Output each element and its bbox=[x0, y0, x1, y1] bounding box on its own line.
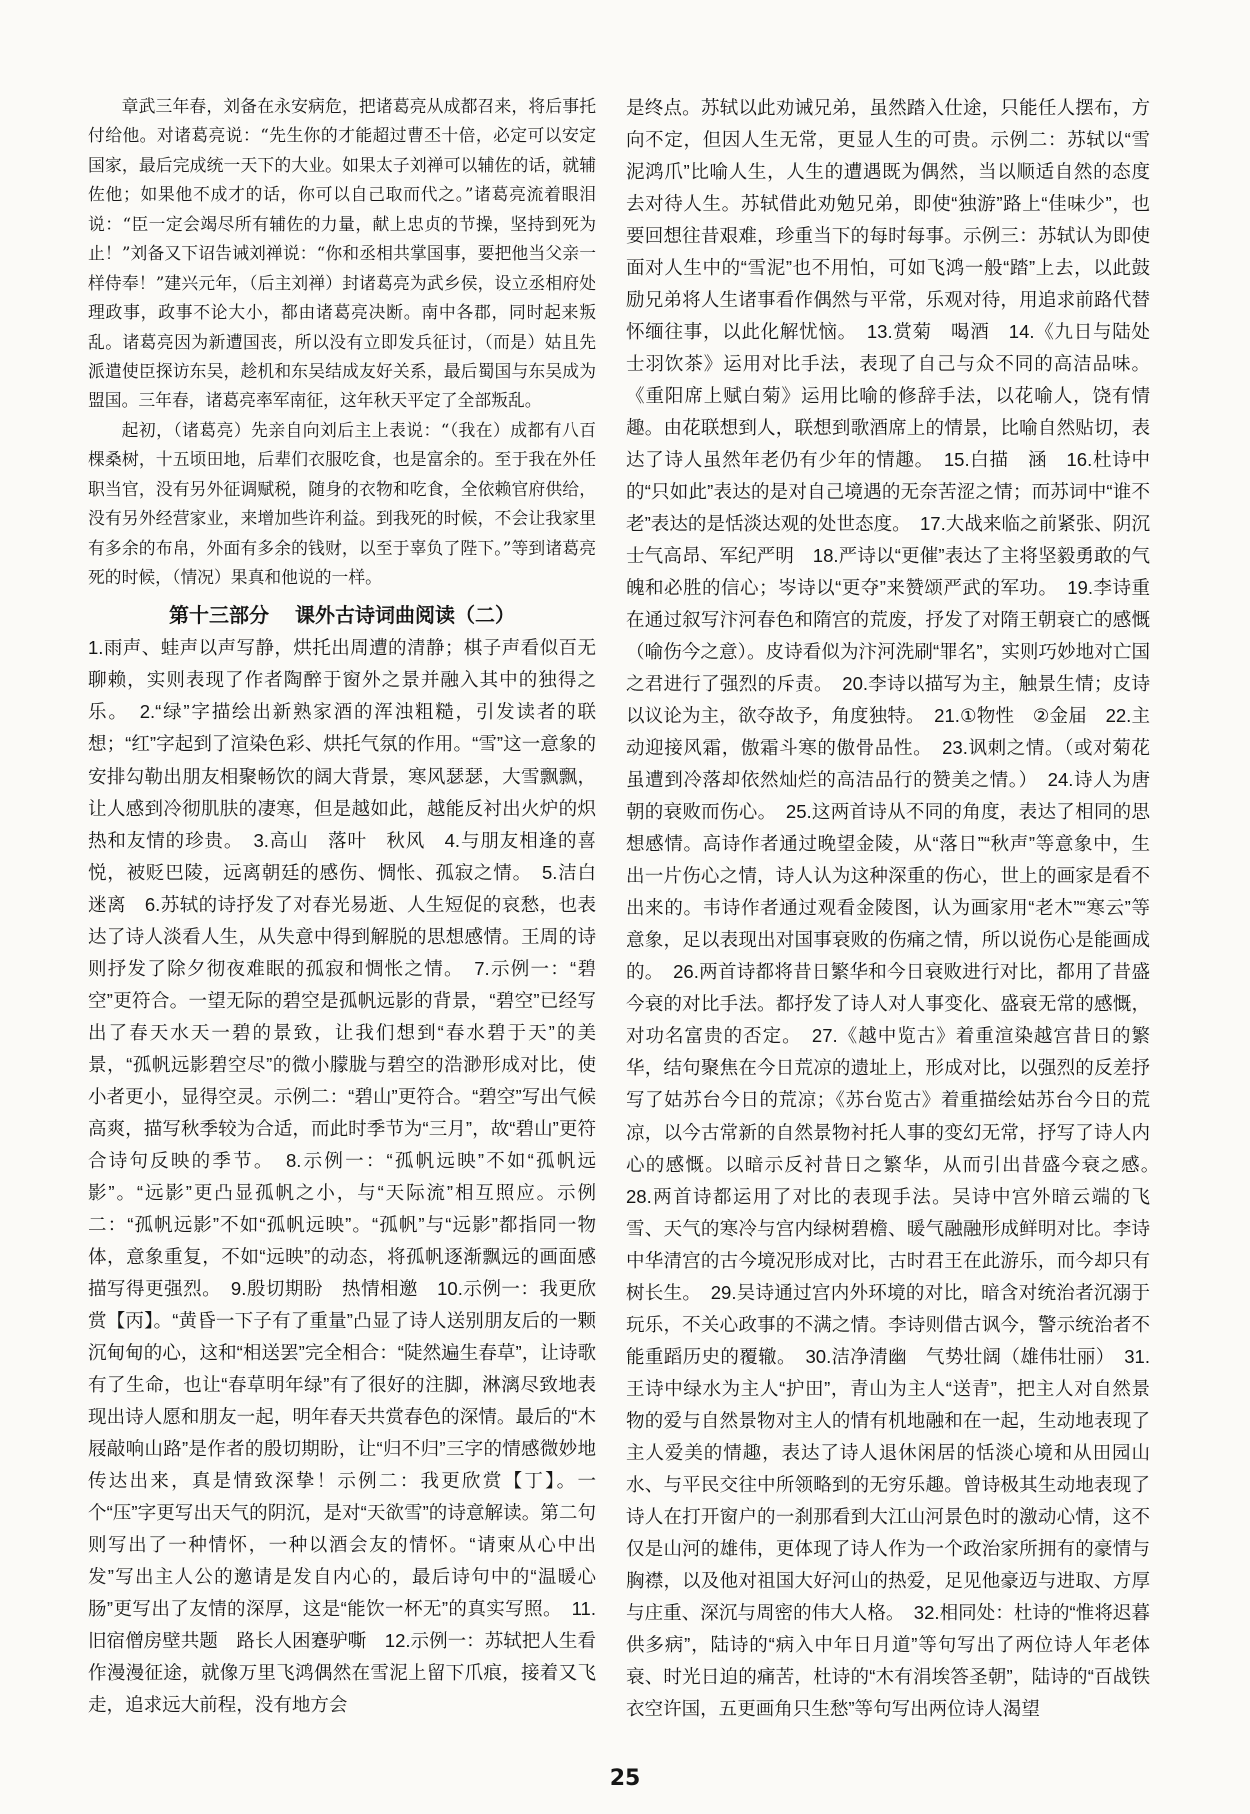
translation-paragraph-2: 起初，（诸葛亮）先亲自向刘后主上表说：“（我在）成都有八百棵桑树，十五顷田地，后辈们衣服吃食，也是富余的。至于我在外任职当官，没有另外征调赋税，随身的衣物和吃食，全依赖官府供给，没有另外经营家业，来增加些许利益。到我死的时候，不会让我家里有多余的布帛，外面有多余的钱财，以至于辜负了陛下。”等到诸葛亮死的时候，（情况）果真和他说的一样。 bbox=[88, 419, 596, 587]
section-part: 第十三部分 bbox=[169, 603, 269, 628]
page-number: 25 bbox=[609, 1766, 641, 1791]
section-title: 课外古诗词曲阅读（二） bbox=[295, 603, 515, 628]
left-column bbox=[88, 92, 615, 1721]
section-heading bbox=[88, 600, 596, 630]
translation-paragraph-1: 章武三年春，刘备在永安病危，把诸葛亮从成都召来，将后事托付给他。对诸葛亮说：“先生你的才能超过曹丕十倍，必定可以安定国家，最后完成统一天下的大业。如果太子刘禅可以辅佐的话，就辅佐他；如果他不成才的话，你可以自己取而代之。”诸葛亮流着眼泪说：“臣一定会竭尽所有辅佐的力量，献上忠贞的节操，坚持到死为止！”刘备又下诏告诫刘禅说：“你和丞相共掌国事，要把他当父亲一样侍奉！”建兴元年，（后主刘禅）封诸葛亮为武乡侯，设立丞相府处理政事，政事不论大小，都由诸葛亮决断。南中各郡，同时起来叛乱。诸葛亮因为新遭国丧，所以没有立即发兵征讨，（而是）姑且先派遣使臣探访东吴，趁机和东吴结成友好关系，最后蜀国与东吴成为盟国。三年春，诸葛亮率军南征，这年秋天平定了全部叛乱。 bbox=[88, 96, 596, 411]
right-column bbox=[626, 92, 1169, 1725]
answers-left: 1.雨声、蛙声以声写静，烘托出周遭的清静；棋子声看似百无聊赖，实则表现了作者陶醉于窗外之景并融入其中的独得之乐。 2.“绿”字描绘出新熟家酒的浑浊粗糙，引发读者的联想；“红”字起到了渲染色彩、烘托气氛的作用。“雪”这一意象的安排勾勒出朋友相聚畅饮的阔大背景，寒风瑟瑟，大雪飘飘，让人感到冷彻肌肤的凄寒，但是越如此，越能反衬出火炉的炽热和友情的珍贵。 3.高山 落叶 秋风 4.与朋友相逢的喜悦，被贬巴陵，远离朝廷的感伤、惆怅、孤寂之情。 5.洁白 迷离 6.苏轼的诗抒发了对春光易逝、人生短促的哀愁，也表达了诗人淡看人生，从失意中得到解脱的思想感情。王周的诗则抒发了除夕彻夜难眠的孤寂和惆怅之情。 7.示例一：“碧空”更符合。一望无际的碧空是孤帆远影的背景，“碧空”已经写出了春天水天一碧的景致，让我们想到“春水碧于天”的美景，“孤帆远影碧空尽”的微小朦胧与碧空的浩渺形成对比，使小者更小，显得空灵。示例二：“碧山”更符合。“碧空”写出气候高爽，描写秋季较为合适，而此时季节为“三月”，故“碧山”更符合诗句反映的季节。 8.示例一：“孤帆远映”不如“孤帆远影”。“远影”更凸显孤帆之小，与“天际流”相互照应。示例二：“孤帆远影”不如“孤帆远映”。“孤帆”与“远影”都指同一物体，意象重复，不如“远映”的动态，将孤帆逐渐飘远的画面感描写得更强烈。 9.殷切期盼 热情相邀 10.示例一：我更欣赏【丙】。“黄昏一下子有了重量”凸显了诗人送别朋友后的一颗沉甸甸的心，这和“相送罢”完全相合：“陡然遍生春草”，让诗歌有了生命，也让“春草明年绿”有了很好的注脚，淋漓尽致地表现出诗人愿和朋友一起，明年春天共赏春色的深情。最后的“木屐敲响山路”是作者的殷切期盼，让“归不归”三字的情感微妙地传达出来，真是情致深挚！示例二：我更欣赏【丁】。一个“压”字更写出天气的阴沉，是对“天欲雪”的诗意解读。第二句则写出了一种情怀，一种以酒会友的情怀。“请柬从心中出发”写出主人公的邀请是发自内心的，最后诗句中的“温暖心肠”更写出了友情的深厚，这是“能饮一杯无”的真实写照。 11.旧宿僧房壁共题 路长人困蹇驴嘶 12.示例一：苏轼把人生看作漫漫征途，就像万里飞鸿偶然在雪泥上留下爪痕，接着又飞走，追求远大前程，没有地方会 bbox=[88, 637, 615, 1715]
answers-right: 是终点。苏轼以此劝诫兄弟，虽然踏入仕途，只能任人摆布，方向不定，但因人生无常，更显人生的可贵。示例二：苏轼以“雪泥鸿爪”比喻人生，人生的遭遇既为偶然，当以顺适自然的态度去对待人生。苏轼借此劝勉兄弟，即使“独游”路上“佳味少”，也要回想往昔艰难，珍重当下的每时每事。示例三：苏轼认为即使面对人生中的“雪泥”也不用怕，可如飞鸿一般“踏”上去，以此鼓励兄弟将人生诸事看作偶然与平常，乐观对待，用追求前路代替怀缅往事，以此化解忧恼。 13.赏菊 喝酒 14.《九日与陆处士羽饮茶》运用对比手法，表现了自己与众不同的高洁品味。《重阳席上赋白菊》运用比喻的修辞手法，以花喻人，饶有情趣。由花联想到人，联想到歌酒席上的情景，比喻自然贴切，表达了诗人虽然年老仍有少年的情趣。 15.白描 涵 16.杜诗中的“只如此”表达的是对自己境遇的无奈苦涩之情；而苏词中“谁不老”表达的是恬淡达观的处世态度。 17.大战来临之前紧张、阴沉 士气高昂、军纪严明 18.严诗以“更催”表达了主将坚毅勇敢的气魄和必胜的信心；岑诗以“更夺”来赞颂严武的军功。 19.李诗重在通过叙写汴河春色和隋宫的荒废，抒发了对隋王朝衰亡的感慨（喻伤今之意）。皮诗看似为汴河洗刷“罪名”，实则巧妙地对亡国之君进行了强烈的斥责。 20.李诗以描写为主，触景生情；皮诗以议论为主，欲夺故予，角度独特。 21.①物性 ②金届 22.主动迎接风霜，傲霜斗寒的傲骨品性。 23.讽刺之情。（或对菊花虽遭到冷落却依然灿烂的高洁品行的赞美之情。） 24.诗人为唐朝的衰败而伤心。 25.这两首诗从不同的角度，表达了相同的思想感情。高诗作者通过晚望金陵，从“落日”“秋声”等意象中，生出一片伤心之情，诗人认为这种深重的伤心，世上的画家是看不出来的。韦诗作者通过观看金陵图，认为画家用“老木”“寒云”等意象，足以表现出对国事衰败的伤痛之情，所以说伤心是能画成的。 26.两首诗都将昔日繁华和今日衰败进行对比，都用了昔盛今衰的对比手法。都抒发了诗人对人事变化、盛衰无常的感慨，对功名富贵的否定。 27.《越中览古》着重渲染越宫昔日的繁华，结句聚焦在今日荒凉的遗址上，形成对比，以强烈的反差抒写了姑苏台今日的荒凉；《苏台览古》着重描绘姑苏台今日的荒凉，以今古常新的自然景物衬托人事的变幻无常，抒写了诗人内心的感慨。以暗示反衬昔日之繁华，从而引出昔盛今衰之感。 28.两首诗都运用了对比的表现手法。吴诗中宫外暗云端的飞雪、天气的寒冷与宫内绿树碧檐、暖气融融形成鲜明对比。李诗中华清宫的古今境况形成对比，古时君王在此游乐，而今却只有树长生。 29.吴诗通过宫内外环境的对比，暗含对统治者沉溺于玩乐，不关心政事的不满之情。李诗则借古讽今，警示统治者不能重蹈历史的覆辙。 30.洁净清幽 气势壮阔（雄伟壮丽） 31.王诗中绿水为主人“护田”，青山为主人“送青”，把主人对自然景物的爱与自然景物对主人的情有机地融和在一起，生动地表现了主人爱美的情趣，表达了诗人退休闲居的恬淡心境和从田园山水、与平民交往中所领略到的无穷乐趣。曾诗极其生动地表现了诗人在打开窗户的一刹那看到大江山河景色时的激动心情，这不仅是山河的雄伟，更体现了诗人作为一个政治家所拥有的豪情与胸襟，以及他对祖国大好河山的热爱，足见他豪迈与进取、方厚与庄重、深沉与周密的伟大人格。 32.相同处：杜诗的“惟将迟暮供多病”，陆诗的“病入中年日月道”等句写出了两位诗人年老体衰、时光日迫的痛苦，杜诗的“木有涓埃答圣朝”，陆诗的“百战铁衣空许国，五更画角只生愁”等句写出两位诗人渴望 bbox=[626, 97, 1169, 1719]
